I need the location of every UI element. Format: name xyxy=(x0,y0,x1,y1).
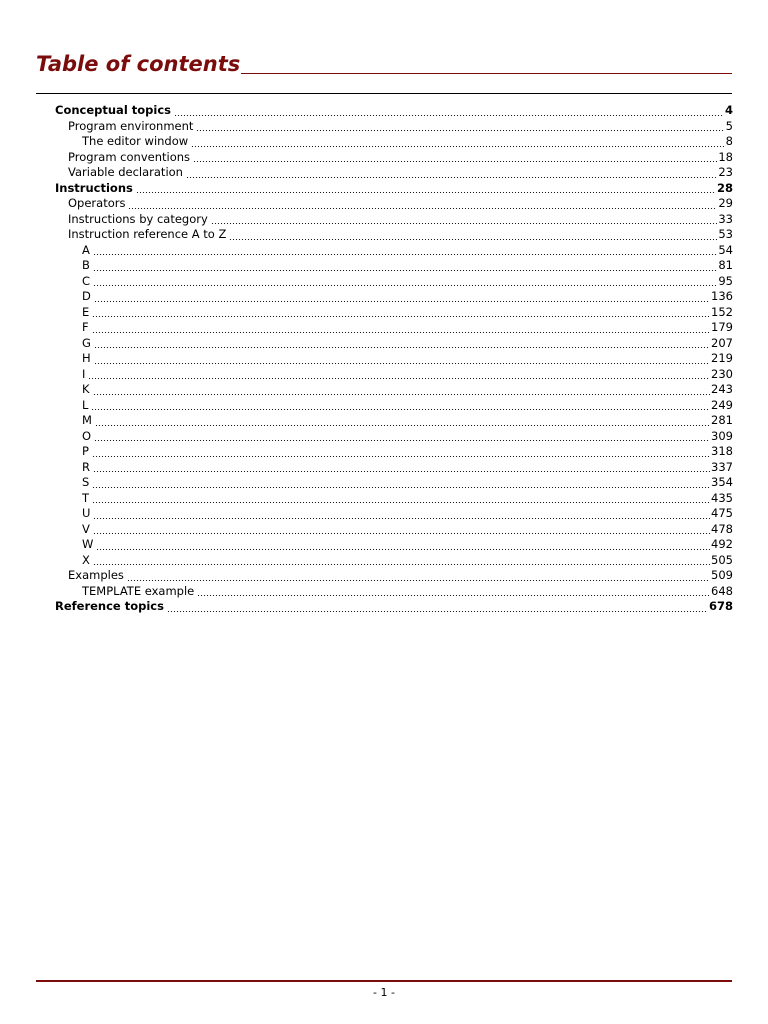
toc-entry-page: 54 xyxy=(718,242,733,257)
toc-entry-label: F xyxy=(82,320,89,334)
toc-entry-label: C xyxy=(82,273,91,288)
toc-entry-label: Operators xyxy=(68,196,126,210)
toc-entry-label: L xyxy=(82,397,89,412)
toc-entry-label: T xyxy=(82,490,90,505)
toc-entry[interactable] xyxy=(55,181,733,197)
dot-leader xyxy=(93,285,717,286)
dot-leader xyxy=(127,580,710,581)
toc-entry-page: 478 xyxy=(711,521,733,536)
toc-entry[interactable] xyxy=(82,460,733,476)
toc-entry[interactable] xyxy=(82,584,733,600)
dot-leader xyxy=(94,363,710,364)
toc-entry[interactable] xyxy=(82,475,733,491)
toc-entry-page: 648 xyxy=(711,583,733,598)
page-title: Table of contents xyxy=(36,52,241,76)
dot-leader xyxy=(95,425,710,426)
toc-entry[interactable] xyxy=(82,491,733,507)
dot-leader xyxy=(88,378,710,379)
toc-entry[interactable] xyxy=(82,382,733,398)
toc-entry-page: 219 xyxy=(711,351,733,365)
toc-entry-label: R xyxy=(82,459,90,474)
toc-entry-label: Conceptual topics xyxy=(55,103,171,117)
toc-entry-page: 505 xyxy=(711,552,733,567)
dot-leader xyxy=(93,254,717,255)
toc-entry[interactable] xyxy=(82,398,733,414)
toc-entry-page: 8 xyxy=(725,134,733,148)
toc-entry-page: 318 xyxy=(711,444,733,458)
toc-entry-label: Instruction reference A to Z xyxy=(68,227,227,241)
toc-entry[interactable] xyxy=(68,119,733,135)
toc-entry[interactable] xyxy=(82,429,733,445)
toc-entry-page: 475 xyxy=(711,506,733,520)
toc-entry-page: 249 xyxy=(711,397,733,412)
table-of-contents xyxy=(0,103,768,615)
toc-entry-label: Instructions by category xyxy=(68,211,208,226)
toc-entry[interactable] xyxy=(68,165,733,181)
toc-entry[interactable] xyxy=(55,103,733,119)
toc-entry[interactable] xyxy=(68,568,733,584)
dot-leader xyxy=(96,549,710,550)
toc-entry-label: K xyxy=(82,382,90,396)
toc-entry-label: Instructions xyxy=(55,180,133,195)
toc-entry-label: X xyxy=(82,552,90,567)
dot-leader xyxy=(93,564,710,565)
toc-entry-label: W xyxy=(82,537,94,551)
dot-leader xyxy=(229,239,717,240)
toc-entry-label: B xyxy=(82,258,90,272)
toc-entry[interactable] xyxy=(82,336,733,352)
toc-entry-page: 81 xyxy=(718,258,733,272)
toc-entry[interactable] xyxy=(82,305,733,321)
toc-entry-page: 354 xyxy=(711,475,733,489)
toc-entry[interactable] xyxy=(82,320,733,336)
toc-entry[interactable] xyxy=(82,289,733,305)
toc-entry[interactable] xyxy=(82,553,733,569)
toc-entry-page: 230 xyxy=(711,366,733,381)
toc-entry[interactable] xyxy=(82,413,733,429)
dot-leader xyxy=(174,115,724,116)
toc-entry-page: 33 xyxy=(718,211,733,226)
toc-entry-label: Program conventions xyxy=(68,149,191,164)
toc-entry[interactable] xyxy=(82,367,733,383)
toc-entry-label: O xyxy=(82,428,92,443)
toc-entry-label: A xyxy=(82,242,90,257)
dot-leader xyxy=(94,347,710,348)
page-number: - 1 - xyxy=(373,986,395,999)
dot-leader xyxy=(197,595,710,596)
toc-entry-label: G xyxy=(82,335,91,350)
toc-entry-page: 207 xyxy=(711,335,733,350)
dot-leader xyxy=(93,518,710,519)
toc-entry-page: 136 xyxy=(711,289,733,303)
toc-entry-page: 281 xyxy=(711,413,733,427)
toc-entry[interactable] xyxy=(82,258,733,274)
toc-entry-page: 95 xyxy=(718,273,733,288)
toc-entry[interactable] xyxy=(68,227,733,243)
dot-leader xyxy=(92,332,710,333)
toc-entry[interactable] xyxy=(82,351,733,367)
dot-leader xyxy=(92,316,710,317)
toc-entry-label: Reference topics xyxy=(55,599,164,613)
dot-leader xyxy=(196,130,724,131)
toc-entry-page: 5 xyxy=(725,118,733,133)
toc-entry-label: E xyxy=(82,304,90,319)
toc-entry-label: M xyxy=(82,413,92,427)
dot-leader xyxy=(94,440,710,441)
dot-leader xyxy=(128,208,717,209)
toc-entry-page: 152 xyxy=(711,304,733,319)
toc-entry-page: 23 xyxy=(718,165,733,179)
dot-leader xyxy=(94,301,710,302)
toc-entry[interactable] xyxy=(82,506,733,522)
toc-entry-page: 309 xyxy=(711,428,733,443)
toc-entry-label: I xyxy=(82,366,86,381)
dot-leader xyxy=(92,487,710,488)
dot-leader xyxy=(92,456,710,457)
dot-leader xyxy=(92,502,710,503)
toc-entry[interactable] xyxy=(82,134,733,150)
toc-entry[interactable] xyxy=(82,444,733,460)
dot-leader xyxy=(93,533,710,534)
toc-entry-page: 492 xyxy=(711,537,733,551)
toc-entry[interactable] xyxy=(82,522,733,538)
dot-leader xyxy=(93,471,710,472)
dot-leader xyxy=(93,394,711,395)
toc-entry-label: The editor window xyxy=(82,134,189,148)
toc-entry[interactable] xyxy=(68,196,733,212)
toc-entry-page: 678 xyxy=(708,599,733,613)
toc-entry-page: 28 xyxy=(716,180,733,195)
toc-entry[interactable] xyxy=(68,212,733,228)
toc-entry[interactable] xyxy=(82,243,733,259)
toc-entry-label: U xyxy=(82,506,91,520)
toc-entry-page: 509 xyxy=(711,568,733,582)
dot-leader xyxy=(191,146,724,147)
toc-entry-label: Examples xyxy=(68,568,124,582)
toc-entry[interactable] xyxy=(82,274,733,290)
dot-leader xyxy=(211,223,718,224)
dot-leader xyxy=(136,192,716,193)
header-divider xyxy=(36,93,732,94)
toc-entry-label: S xyxy=(82,475,90,489)
toc-entry-page: 179 xyxy=(711,320,733,334)
toc-entry-page: 18 xyxy=(718,149,733,164)
toc-entry[interactable] xyxy=(82,537,733,553)
dot-leader xyxy=(91,409,710,410)
dot-leader xyxy=(193,161,717,162)
toc-entry-label: P xyxy=(82,444,89,458)
toc-entry-page: 435 xyxy=(711,490,733,505)
dot-leader xyxy=(93,270,717,271)
toc-entry-page: 337 xyxy=(711,459,733,474)
title-row xyxy=(36,52,732,76)
dot-leader xyxy=(167,611,708,612)
toc-entry-label: Variable declaration xyxy=(68,165,183,179)
toc-entry-label: V xyxy=(82,521,90,536)
toc-entry[interactable] xyxy=(55,599,733,615)
toc-entry-page: 53 xyxy=(718,227,733,241)
toc-entry[interactable] xyxy=(68,150,733,166)
toc-entry-page: 4 xyxy=(724,103,733,117)
toc-entry-label: H xyxy=(82,351,91,365)
toc-entry-page: 243 xyxy=(711,382,733,396)
toc-entry-label: D xyxy=(82,289,91,303)
dot-leader xyxy=(186,177,717,178)
toc-entry-label: Program environment xyxy=(68,118,194,133)
footer-divider xyxy=(36,980,732,982)
toc-entry-page: 29 xyxy=(718,196,733,210)
toc-entry-label: TEMPLATE example xyxy=(82,583,195,598)
title-underline xyxy=(241,73,732,74)
